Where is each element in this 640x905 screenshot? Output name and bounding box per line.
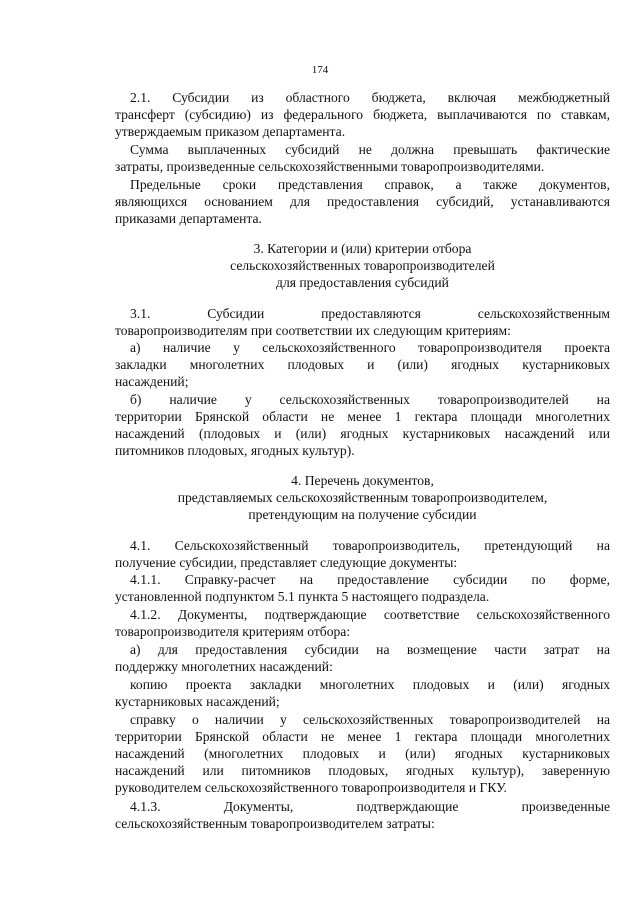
section-heading: претендующим на получение субсидии — [248, 507, 477, 522]
paragraph-line: поддержку многолетних насаждений: — [115, 659, 333, 674]
paragraph-line: 4.1.2. Документы, подтверждающие соответствие сельскохозяйственного — [130, 607, 610, 622]
section-heading: 3. Категории и (или) критерии отбора — [253, 241, 472, 256]
paragraph-line: затраты, произведенные сельскохозяйственными товаропроизводителями. — [115, 159, 545, 174]
list-item-line: насаждений (плодовых и (или) ягодных кустарниковых насаждений или — [115, 426, 610, 441]
list-item-line: а) наличие у сельскохозяйственного товаропроизводителя проекта — [130, 340, 610, 355]
paragraph-line: а) для предоставления субсидии на возмещение части затрат на — [130, 642, 610, 657]
paragraph-line: Предельные сроки представления справок, а также документов, — [130, 177, 610, 192]
paragraph-line: 4.1.1. Справку-расчет на предоставление субсидии по форме, — [130, 572, 610, 587]
paragraph-line: приказами департамента. — [115, 211, 262, 226]
paragraph-line: 4.1. Сельскохозяйственный товаропроизводитель, претендующий на — [130, 538, 610, 553]
paragraph-line: 2.1. Субсидии из областного бюджета, включая межбюджетный — [130, 90, 610, 105]
paragraph-line: насаждений (многолетних плодовых и (или) ягодных кустарниковых — [115, 746, 610, 761]
paragraph-line: насаждений или питомников плодовых, ягодных культур), заверенную — [115, 763, 610, 778]
paragraph-line: кустарниковых насаждений; — [115, 694, 280, 709]
list-item-line: б) наличие у сельскохозяйственных товаропроизводителей на — [130, 392, 610, 407]
page-number: 174 — [311, 64, 329, 76]
paragraph-line: 4.1.3. Документы, подтверждающие произведенные — [130, 799, 610, 814]
paragraph-line: получение субсидии, представляет следующие документы: — [115, 555, 458, 570]
paragraph-line: товаропроизводителя критериям отбора: — [115, 624, 351, 639]
paragraph-line: Сумма выплаченных субсидий не должна превышать фактические — [130, 142, 610, 157]
paragraph-line: товаропроизводителям при соответствии их следующим критериям: — [115, 323, 511, 338]
paragraph-line: руководителем сельскохозяйственного товаропроизводителя и ГКУ. — [115, 780, 507, 795]
section-heading: 4. Перечень документов, — [291, 473, 434, 488]
list-item-line: территории Брянской области не менее 1 гектара площади многолетних — [115, 409, 610, 424]
paragraph-line: сельскохозяйственным товаропроизводителем затраты: — [115, 816, 435, 831]
paragraph-line: территории Брянской области не менее 1 гектара площади многолетних — [115, 729, 610, 744]
section-heading: представляемых сельскохозяйственным товаропроизводителем, — [177, 490, 548, 505]
paragraph-line: установленной подпунктом 5.1 пункта 5 настоящего подраздела. — [115, 589, 490, 604]
list-item-line: насаждений; — [115, 374, 189, 389]
section-heading: сельскохозяйственных товаропроизводителей — [230, 258, 495, 273]
list-item-line: питомников плодовых, ягодных культур). — [115, 443, 355, 458]
list-item-line: закладки многолетних плодовых и (или) ягодных кустарниковых — [115, 357, 610, 372]
paragraph-line: копию проекта закладки многолетних плодовых и (или) ягодных — [130, 677, 610, 692]
paragraph-line: 3.1. Субсидии предоставляются сельскохозяйственным — [130, 306, 610, 321]
paragraph-line: трансферт (субсидию) из федерального бюджета, выплачиваются по ставкам, — [115, 107, 610, 122]
section-heading: для предоставления субсидий — [276, 275, 449, 290]
paragraph-line: справку о наличии у сельскохозяйственных товаропроизводителей на — [130, 712, 610, 727]
paragraph-line: являющихся основанием для предоставления субсидий, устанавливаются — [115, 194, 610, 209]
paragraph-line: утверждаемым приказом департамента. — [115, 124, 346, 139]
